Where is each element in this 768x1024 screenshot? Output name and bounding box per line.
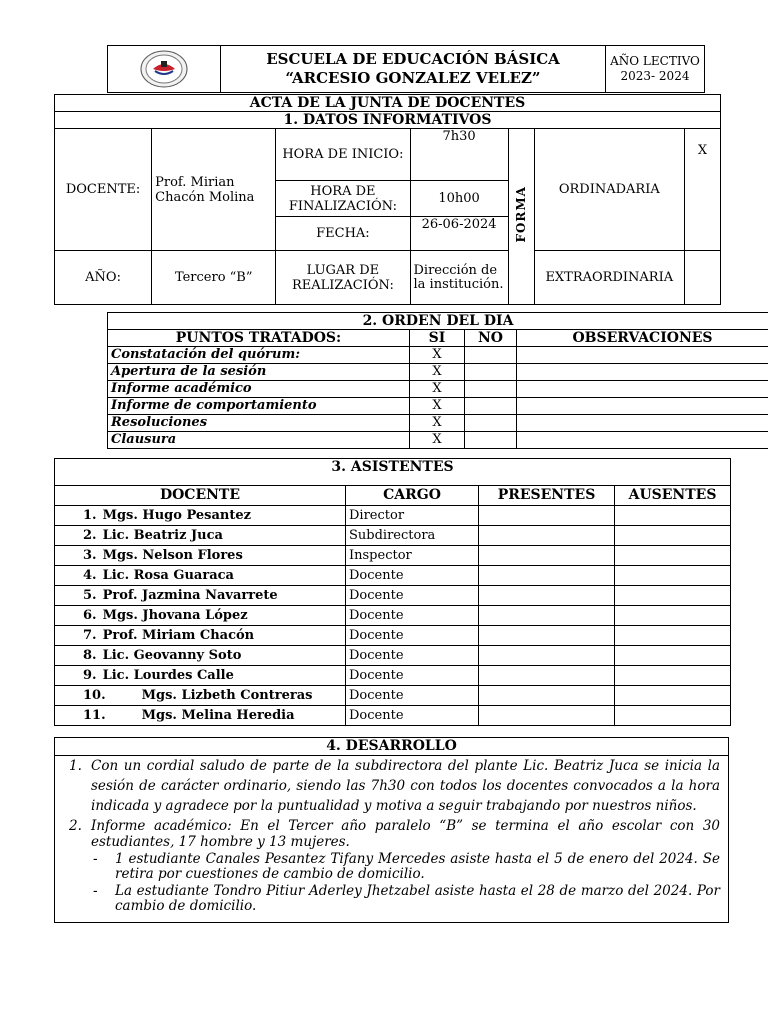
presentes-cell [479,646,615,666]
fecha-value: 26-06-2024 [410,217,508,251]
cargo-cell: Inspector [346,546,479,566]
docente-name-cell [55,626,346,646]
ausentes-cell [615,606,731,626]
col-docente: DOCENTE [55,486,346,506]
docente-name: Prof. Jazmina Navarrete [102,588,278,603]
extraordinaria-mark [684,251,720,305]
row-number: 1. [83,508,97,523]
cargo-cell: Director [346,506,479,526]
presentes-cell [479,566,615,586]
cargo-cell: Subdirectora [346,526,479,546]
punto-text: Constatación del quórum: [108,347,410,364]
ausentes-cell [615,706,731,726]
lugar-label: LUGAR DE REALIZACIÓN: [276,251,410,305]
observacion-cell [517,347,768,364]
docente-name-cell [55,586,346,606]
punto-text: Apertura de la sesión [108,364,410,381]
hora-fin-value: 10h00 [410,181,508,217]
ausentes-cell [615,686,731,706]
docente-name-cell [55,706,346,726]
ausentes-cell [615,666,731,686]
cargo-cell: Docente [346,566,479,586]
orden-rows [108,347,768,449]
punto-text: Informe académico [108,381,410,398]
hora-inicio-value: 7h30 [410,129,508,181]
presentes-cell [479,506,615,526]
presentes-cell [479,546,615,566]
docente-name: Mgs. Lizbeth Contreras [141,688,313,703]
asistente-row [55,506,731,526]
ausentes-cell [615,546,731,566]
asistentes-section-title: 3. ASISTENTES [55,459,731,486]
row-number: 7. [83,628,97,643]
si-mark: X [410,432,465,449]
docente-name: Mgs. Jhovana López [102,608,248,623]
dash-bullet: - [93,851,98,867]
item-number: 2. [69,818,82,834]
ausentes-cell [615,506,731,526]
ausentes-cell [615,646,731,666]
item-number: 1. [69,758,82,774]
docente-name: Lic. Rosa Guaraca [102,568,234,583]
row-number: 6. [83,608,97,623]
asistente-row [55,526,731,546]
ordinaria-label: ORDINADARIA [534,129,684,251]
docente-name-cell [55,666,346,686]
orden-row [108,415,768,432]
row-number: 8. [83,648,97,663]
docente-label: DOCENTE: [55,129,152,251]
desarrollo-section [54,737,729,923]
cargo-cell: Docente [346,706,479,726]
orden-row [108,364,768,381]
docente-name: Lic. Geovanny Soto [102,648,242,663]
subitem-text: 1 estudiante Canales Pesantez Tifany Mercedes asiste hasta el 5 de enero del 2024. Se retira por cuestiones de cambio de domicilio. [115,851,720,882]
col-obs: OBSERVACIONES [517,330,768,347]
forma-cell [508,129,534,305]
presentes-cell [479,626,615,646]
school-name-line1: ESCUELA DE EDUCACIÓN BÁSICA [266,50,560,68]
col-ausentes: AUSENTES [615,486,731,506]
col-puntos: PUNTOS TRATADOS: [108,330,410,347]
ausentes-cell [615,526,731,546]
orden-section-title: 2. ORDEN DEL DIA [108,313,768,330]
acta-title: ACTA DE LA JUNTA DE DOCENTES [55,95,721,112]
asistentes-rows [55,506,731,726]
docente-name: Mgs. Nelson Flores [102,548,243,563]
subitem-text: La estudiante Tondro Pitiur Aderley Jhetzabel asiste hasta el 28 de marzo del 2024. Por cambio de domicilio. [115,883,720,914]
cargo-cell: Docente [346,626,479,646]
docente-name-cell [55,526,346,546]
row-number: 2. [83,528,97,543]
presentes-cell [479,666,615,686]
row-number: 10. [83,688,106,703]
asistente-row [55,606,731,626]
school-name-cell [221,46,606,93]
datos-informativos-table [54,94,721,305]
orden-row [108,381,768,398]
docente-name: Lic. Beatriz Juca [102,528,223,543]
lugar-value: Dirección de la institución. [410,251,508,305]
no-mark [465,432,517,449]
presentes-cell [479,606,615,626]
observacion-cell [517,432,768,449]
si-mark: X [410,364,465,381]
no-mark [465,415,517,432]
observacion-cell [517,398,768,415]
docente-name-cell [55,506,346,526]
cargo-cell: Docente [346,586,479,606]
ano-lectivo-label: AÑO LECTIVO [610,54,700,68]
asistente-row [55,586,731,606]
dash-bullet: - [93,883,98,899]
logo-cell [108,46,221,93]
ausentes-cell [615,586,731,606]
ausentes-cell [615,626,731,646]
si-mark: X [410,398,465,415]
desarrollo-subitem-1 [55,852,728,882]
observacion-cell [517,364,768,381]
header-table [107,45,705,93]
no-mark [465,347,517,364]
asistente-row [55,706,731,726]
ausentes-cell [615,566,731,586]
punto-text: Informe de comportamiento [108,398,410,415]
asistente-row [55,646,731,666]
col-cargo: CARGO [346,486,479,506]
desarrollo-item-1 [55,756,728,816]
desarrollo-item-2 [55,818,728,850]
ano-lectivo-value: 2023- 2024 [620,69,690,83]
extraordinaria-label: EXTRAORDINARIA [534,251,684,305]
asistente-row [55,686,731,706]
docente-name-cell [55,646,346,666]
presentes-cell [479,706,615,726]
row-number: 5. [83,588,97,603]
cargo-cell: Docente [346,686,479,706]
docente-name: Mgs. Hugo Pesantez [102,508,251,523]
docente-name-cell [55,546,346,566]
cargo-cell: Docente [346,646,479,666]
col-si: SI [410,330,465,347]
fecha-label: FECHA: [276,217,410,251]
asistentes-table [54,458,731,726]
ordinaria-mark: X [684,129,720,251]
asistente-row [55,566,731,586]
punto-text: Resoluciones [108,415,410,432]
orden-del-dia-table [107,312,768,449]
school-seal-icon [139,49,189,89]
desarrollo-section-title: 4. DESARROLLO [55,738,728,756]
asistente-row [55,626,731,646]
desarrollo-subitem-2 [55,884,728,914]
presentes-cell [479,586,615,606]
ano-lectivo-cell [606,46,705,93]
docente-name: Mgs. Melina Heredia [141,708,295,723]
docente-value: Prof. Mirian Chacón Molina [152,129,276,251]
hora-inicio-label: HORA DE INICIO: [276,129,410,181]
item-text: Con un cordial saludo de parte de la subdirectora del plante Lic. Beatriz Juca se inicia la sesión de carácter ordinario, siendo las 7h30 con todos los docentes convocados a la hora indicada y agradece por la puntualidad y motiva a seguir trabajando por nuestros niños. [91,758,720,814]
item-text: Informe académico: En el Tercer año paralelo “B” se termina el año escolar con 30 estudiantes, 17 hombre y 13 mujeres. [91,818,720,850]
orden-row [108,398,768,415]
observacion-cell [517,415,768,432]
docente-name: Lic. Lourdes Calle [102,668,234,683]
hora-fin-label: HORA DE FINALIZACIÓN: [276,181,410,217]
row-number: 9. [83,668,97,683]
punto-text: Clausura [108,432,410,449]
cargo-cell: Docente [346,606,479,626]
forma-label: FORMA [513,186,528,243]
no-mark [465,381,517,398]
row-number: 11. [83,708,106,723]
no-mark [465,364,517,381]
col-presentes: PRESENTES [479,486,615,506]
docente-name: Prof. Miriam Chacón [102,628,255,643]
docente-name-cell [55,686,346,706]
si-mark: X [410,347,465,364]
si-mark: X [410,381,465,398]
observacion-cell [517,381,768,398]
si-mark: X [410,415,465,432]
row-number: 3. [83,548,97,563]
docente-name-cell [55,606,346,626]
row-number: 4. [83,568,97,583]
cargo-cell: Docente [346,666,479,686]
orden-row [108,432,768,449]
no-mark [465,398,517,415]
datos-section-title: 1. DATOS INFORMATIVOS [55,112,721,129]
asistente-row [55,546,731,566]
school-name-line2: “ARCESIO GONZALEZ VELEZ” [285,69,541,87]
ano-value: Tercero “B” [152,251,276,305]
docente-name-cell [55,566,346,586]
presentes-cell [479,686,615,706]
ano-label: AÑO: [55,251,152,305]
col-no: NO [465,330,517,347]
orden-row [108,347,768,364]
asistente-row [55,666,731,686]
presentes-cell [479,526,615,546]
